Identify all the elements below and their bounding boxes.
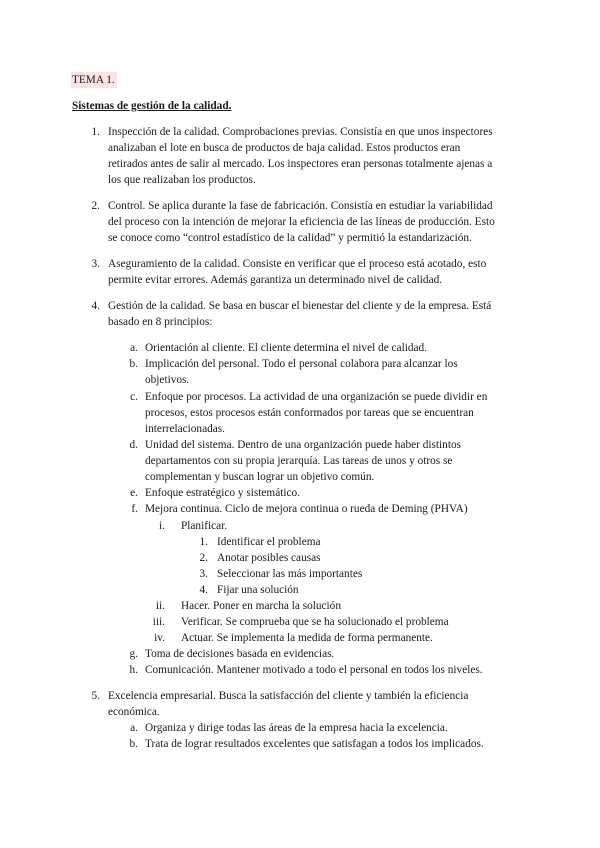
list-item-line: Gestión de la calidad. Se basa en buscar el bienestar del cliente y de la empresa. Está [108, 300, 492, 312]
list-item-line: retirados antes de salir al mercado. Los inspectores eran personas totalmente ajenas a [108, 158, 493, 170]
phase-text: Verificar. Se comprueba que se ha solucionado el problema [181, 616, 449, 628]
sublist-marker: e. [130, 487, 138, 499]
step-text: Anotar posibles causas [217, 552, 321, 564]
step-marker: 4. [199, 584, 208, 596]
list-marker: 1. [91, 126, 100, 138]
sublist-item-line: Orientación al cliente. El cliente determina el nivel de calidad. [145, 342, 427, 354]
sublist-item-line: Toma de decisiones basada en evidencias. [145, 648, 335, 660]
sublist-marker: c. [130, 391, 138, 403]
list-item-line: permite evitar errores. Además garantiza un determinado nivel de calidad. [108, 274, 443, 286]
document-subtitle: Sistemas de gestión de la calidad. [72, 100, 232, 112]
step-text: Fijar una solución [217, 584, 299, 596]
step-text: Seleccionar las más importantes [217, 568, 363, 580]
list-item-line: del proceso con la intención de mejorar la eficiencia de las líneas de producción. Esto [108, 216, 495, 228]
phase-marker: ii. [155, 600, 165, 612]
sublist-item-line: Organiza y dirige todas las áreas de la empresa hacia la excelencia. [145, 722, 448, 734]
sublist-item-line: Enfoque estratégico y sistemático. [145, 487, 300, 499]
phase-marker: iv. [154, 632, 165, 644]
sublist-item-line: procesos, estos procesos están conformados por tareas que se encuentran [145, 407, 474, 419]
sublist-item-line: Enfoque por procesos. La actividad de una organización se puede dividir en [145, 391, 488, 403]
sublist-item-line: Trata de lograr resultados excelentes que satisfagan a todos los implicados. [145, 738, 484, 750]
sublist-item-line: Comunicación. Mantener motivado a todo el personal en todos los niveles. [145, 664, 483, 676]
list-item-line: basado en 8 principios: [108, 316, 213, 328]
sublist-marker: g. [129, 648, 138, 660]
list-item-line: Aseguramiento de la calidad. Consiste en verificar que el proceso está acotado, esto [108, 258, 487, 270]
list-marker: 3. [91, 258, 100, 270]
sublist-item-line: departamentos con su propia jerarquía. Las tareas de unos y otros se [145, 455, 453, 467]
step-marker: 2. [199, 552, 208, 564]
list-item-line: los que realizaban los productos. [108, 174, 256, 186]
document-title: TEMA 1. [72, 74, 115, 86]
list-item-line: Excelencia empresarial. Busca la satisfacción del cliente y también la eficiencia [108, 690, 469, 702]
sublist-marker: b. [129, 738, 138, 750]
phase-marker: iii. [152, 616, 165, 628]
sublist-item-line: Mejora continua. Ciclo de mejora continua o rueda de Deming (PHVA) [145, 503, 468, 515]
list-marker: 2. [91, 200, 100, 212]
sublist-marker: f. [131, 503, 138, 515]
phase-text: Hacer. Poner en marcha la solución [181, 600, 341, 612]
sublist-item-line: objetivos. [145, 374, 190, 386]
list-item-line: se conoce como “control estadístico de la calidad” y permitió la estandarización. [108, 232, 472, 244]
sublist-marker: a. [130, 722, 138, 734]
list-marker: 5. [91, 690, 100, 702]
sublist-item-line: interrelacionadas. [145, 423, 225, 435]
list-item-line: Inspección de la calidad. Comprobaciones previas. Consistía en que unos inspectores [108, 126, 493, 138]
list-item-line: Control. Se aplica durante la fase de fabricación. Consistía en estudiar la variabilidad [108, 200, 493, 212]
phase-marker: i. [159, 520, 165, 532]
list-item-line: analizaban el lote en busca de productos de baja calidad. Estos productos eran [108, 142, 461, 154]
step-marker: 3. [199, 568, 208, 580]
phase-text: Planificar. [181, 520, 228, 532]
list-item-line: económica. [108, 706, 160, 718]
step-text: Identificar el problema [217, 536, 321, 548]
sublist-item-line: Implicación del personal. Todo el personal colabora para alcanzar los [145, 358, 458, 370]
sublist-item-line: Unidad del sistema. Dentro de una organización puede haber distintos [145, 439, 462, 451]
sublist-marker: a. [130, 342, 138, 354]
sublist-marker: b. [129, 358, 138, 370]
sublist-item-line: complementan y buscan lograr un objetivo común. [145, 471, 375, 483]
phase-text: Actuar. Se implementa la medida de forma permanente. [181, 632, 433, 644]
sublist-marker: d. [129, 439, 138, 451]
sublist-marker: h. [129, 664, 138, 676]
step-marker: 1. [199, 536, 208, 548]
list-marker: 4. [91, 300, 100, 312]
